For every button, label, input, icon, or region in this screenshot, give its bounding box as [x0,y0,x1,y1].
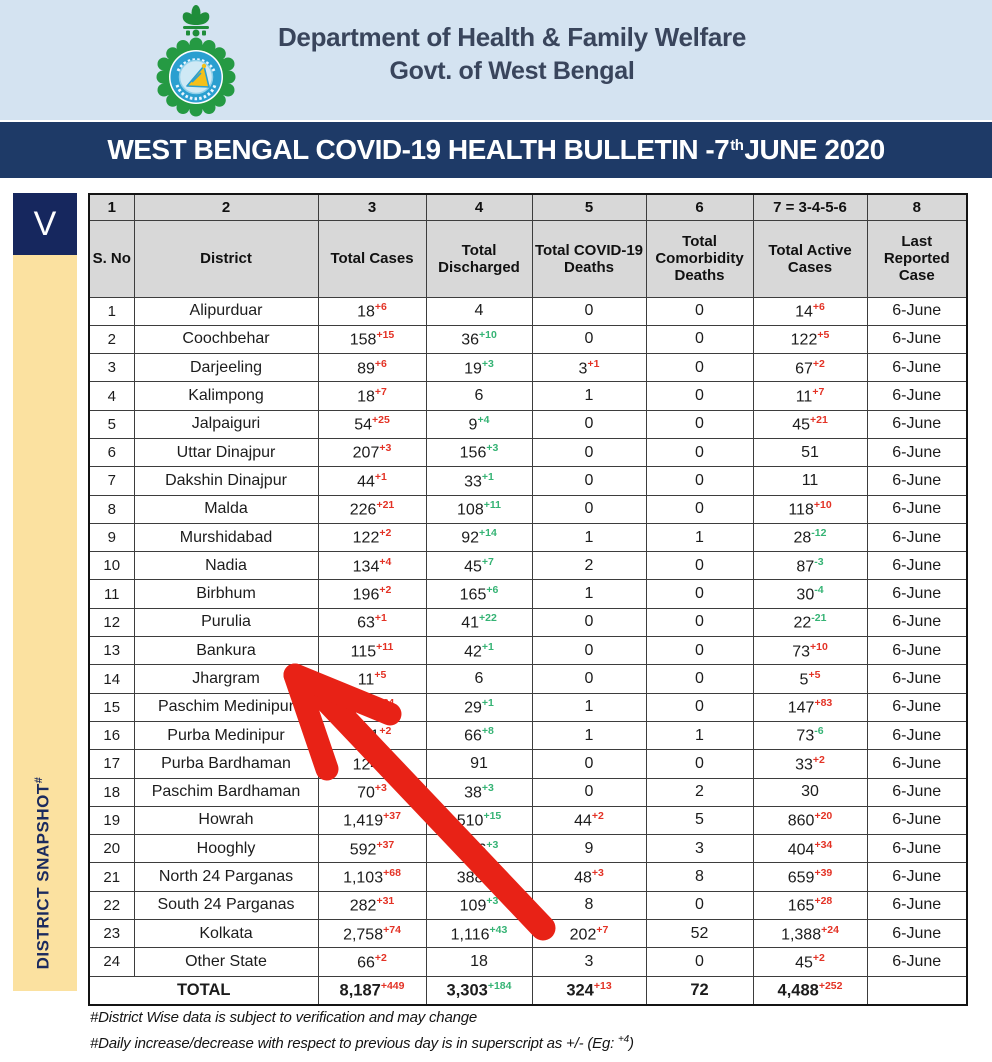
cell-active-cases: $45^{+2}$ [753,948,867,976]
cell-active-cases: $22^{-21}$ [753,608,867,636]
cell-comorbidity-deaths: 2 [646,778,753,806]
banner-date-ordinal: th [730,136,744,154]
cell-sno: 24 [89,948,134,976]
cell-covid-deaths: 0 [532,608,646,636]
table-row [89,325,967,353]
table-row [89,835,967,863]
cell-last-reported: 6-June [867,325,967,353]
cell-total-cases: $177^{+84}$ [318,693,426,721]
cell-last-reported: 6-June [867,721,967,749]
cell-district: Malda [134,495,318,523]
cell-district: Paschim Medinipur [134,693,318,721]
cell-district: Jhargram [134,665,318,693]
cell-district: North 24 Parganas [134,863,318,891]
cell-sno: 13 [89,637,134,665]
cell-sno: 16 [89,721,134,749]
cell-last-reported: 6-June [867,920,967,948]
cell-comorbidity-deaths: 0 [646,552,753,580]
cell-district: Paschim Bardhaman [134,778,318,806]
district-snapshot-label: DISTRICT SNAPSHOT# [33,776,53,970]
cell-sno: 5 [89,410,134,438]
cell-total-cases: $2,758^{+74}$ [318,920,426,948]
table-row [89,523,967,551]
cell-sno: 3 [89,354,134,382]
cell-total-label: TOTAL [89,976,318,1005]
cell-sno: 17 [89,750,134,778]
cell-sno: 14 [89,665,134,693]
cell-comorbidity-deaths: 0 [646,325,753,353]
cell-comorbidity-deaths: 0 [646,467,753,495]
cell-total-discharged: $29^{+1}$ [426,693,532,721]
column-header-cell: Last Reported Case [867,220,967,297]
cell-comorbidity-deaths: 0 [646,495,753,523]
cell-covid-deaths: 8 [532,891,646,919]
table-row [89,438,967,466]
cell-last-reported: 6-June [867,410,967,438]
top-header [0,0,992,120]
section-letter: V [33,204,57,243]
table-row [89,552,967,580]
cell-active-cases: $73^{-6}$ [753,721,867,749]
cell-active-cases: 51 [753,438,867,466]
dept-title: Department of Health & Family Welfare [277,22,747,52]
cell-active-cases: $122^{+5}$ [753,325,867,353]
cell-total-discharged: $66^{+8}$ [426,721,532,749]
cell-total-discharged: 91 [426,750,532,778]
cell-covid-deaths: 0 [532,778,646,806]
cell-comorbidity-deaths: 0 [646,948,753,976]
cell-total-discharged: $176^{+3}$ [426,835,532,863]
cell-comorbidity-deaths: 0 [646,410,753,438]
cell-last-reported: 6-June [867,665,967,693]
cell-district: Dakshin Dinajpur [134,467,318,495]
column-number-cell: 4 [426,194,532,220]
cell-total-discharged: $109^{+3}$ [426,891,532,919]
cell-district: Kalimpong [134,382,318,410]
cell-active-cases: $28^{-12}$ [753,523,867,551]
cell-last-reported: 6-June [867,382,967,410]
cell-comorbidity-deaths: 8 [646,863,753,891]
cell-comorbidity-deaths: 0 [646,580,753,608]
table-row [89,608,967,636]
cell-last-reported: 6-June [867,863,967,891]
cell-comorbidity-deaths: 0 [646,354,753,382]
cell-district: Bankura [134,637,318,665]
cell-active-cases: $14^{+6}$ [753,297,867,325]
cell-last-reported: 6-June [867,835,967,863]
cell-total-cases: $66^{+2}$ [318,948,426,976]
table-body [89,297,967,1005]
cell-total-cases: $1,103^{+68}$ [318,863,426,891]
column-number-cell: 6 [646,194,753,220]
banner-date-rest: JUNE 2020 [744,134,885,165]
cell-last-reported: 6-June [867,778,967,806]
cell-covid-deaths: 1 [532,580,646,608]
cell-total-cases: $207^{+3}$ [318,438,426,466]
column-number-cell: 2 [134,194,318,220]
cell-total-cases: $54^{+25}$ [318,410,426,438]
cell-active-cases: 11 [753,467,867,495]
cell-total-discharged: 6 [426,382,532,410]
cell-sno: 6 [89,438,134,466]
cell-total-cases: $70^{+3}$ [318,778,426,806]
cell-comorbidity-deaths: 0 [646,637,753,665]
column-number-cell: 8 [867,194,967,220]
cell-sno: 23 [89,920,134,948]
cell-last-reported: 6-June [867,495,967,523]
district-snapshot-table [88,193,968,1006]
cell-total-cases: $141^{+2}$ [318,721,426,749]
cell-total-cases: $124^{+2}$ [318,750,426,778]
cell-covid-deaths: $3^{+1}$ [532,354,646,382]
cell-total-discharged: $108^{+11}$ [426,495,532,523]
cell-total-cases: $1,419^{+37}$ [318,806,426,834]
cell-covid-deaths: 0 [532,297,646,325]
cell-active-cases: $659^{+39}$ [753,863,867,891]
table-row [89,410,967,438]
column-number-cell: 5 [532,194,646,220]
cell-last-reported: 6-June [867,750,967,778]
cell-covid-deaths: 0 [532,637,646,665]
cell-sno: 12 [89,608,134,636]
cell-active-cases: $67^{+2}$ [753,354,867,382]
column-header-cell: District [134,220,318,297]
table-row [89,382,967,410]
cell-last-reported: 6-June [867,637,967,665]
cell-district: Jalpaiguri [134,410,318,438]
cell-active-cases: $4,488^{+252}$ [753,976,867,1005]
cell-covid-deaths: 0 [532,438,646,466]
column-number-cell: 1 [89,194,134,220]
cell-district: Purba Bardhaman [134,750,318,778]
cell-active-cases: $73^{+10}$ [753,637,867,665]
column-header-cell: Total Discharged [426,220,532,297]
cell-total-discharged: $9^{+4}$ [426,410,532,438]
cell-covid-deaths: $324^{+13}$ [532,976,646,1005]
cell-covid-deaths: 0 [532,750,646,778]
cell-comorbidity-deaths: 0 [646,382,753,410]
cell-covid-deaths: $48^{+3}$ [532,863,646,891]
cell-total-cases: $196^{+2}$ [318,580,426,608]
cell-last-reported: 6-June [867,891,967,919]
bulletin-banner [0,122,992,178]
cell-comorbidity-deaths: 72 [646,976,753,1005]
district-snapshot-strip [13,255,77,991]
cell-comorbidity-deaths: 1 [646,523,753,551]
cell-total-cases: $134^{+4}$ [318,552,426,580]
column-header-cell: Total Cases [318,220,426,297]
cell-covid-deaths: 3 [532,948,646,976]
cell-total-discharged: $19^{+3}$ [426,354,532,382]
cell-active-cases: $1,388^{+24}$ [753,920,867,948]
cell-sno: 18 [89,778,134,806]
footnote-2: #Daily increase/decrease with respect to previous day is in superscript as +/- (Eg: $^{+4}$) [90,1034,634,1052]
cell-sno: 21 [89,863,134,891]
cell-covid-deaths: 1 [532,721,646,749]
cell-total-discharged: $41^{+22}$ [426,608,532,636]
cell-active-cases: $147^{+83}$ [753,693,867,721]
cell-covid-deaths: 9 [532,835,646,863]
cell-comorbidity-deaths: 0 [646,750,753,778]
cell-active-cases: $45^{+21}$ [753,410,867,438]
cell-active-cases: $11^{+7}$ [753,382,867,410]
table-row [89,665,967,693]
snapshot-hash-superscript: # [33,776,45,784]
cell-active-cases: 30 [753,778,867,806]
cell-last-reported: 6-June [867,608,967,636]
cell-covid-deaths: 0 [532,495,646,523]
cell-district: Birbhum [134,580,318,608]
cell-sno: 2 [89,325,134,353]
cell-total-cases: $11^{+5}$ [318,665,426,693]
cell-total-discharged: $36^{+10}$ [426,325,532,353]
cell-last-reported: 6-June [867,580,967,608]
cell-active-cases: $87^{-3}$ [753,552,867,580]
section-v-box [13,193,77,255]
cell-last-reported: 6-June [867,354,967,382]
table-row [89,948,967,976]
cell-last-reported: 6-June [867,948,967,976]
table-row [89,580,967,608]
cell-total-discharged: 18 [426,948,532,976]
cell-covid-deaths: 1 [532,693,646,721]
cell-active-cases: $5^{+5}$ [753,665,867,693]
column-number-cell: 7 = 3-4-5-6 [753,194,867,220]
cell-total-discharged: $156^{+3}$ [426,438,532,466]
cell-covid-deaths: $44^{+2}$ [532,806,646,834]
table-row [89,297,967,325]
cell-comorbidity-deaths: 5 [646,806,753,834]
cell-comorbidity-deaths: 0 [646,693,753,721]
cell-total-cases: $18^{+6}$ [318,297,426,325]
cell-covid-deaths: 2 [532,552,646,580]
cell-last-reported: 6-June [867,297,967,325]
cell-total-cases: $44^{+1}$ [318,467,426,495]
cell-comorbidity-deaths: 0 [646,891,753,919]
cell-sno: 4 [89,382,134,410]
cell-sno: 9 [89,523,134,551]
banner-date-day: 7 [714,134,730,165]
cell-covid-deaths: 1 [532,382,646,410]
cell-district: Other State [134,948,318,976]
cell-covid-deaths: $202^{+7}$ [532,920,646,948]
cell-district: South 24 Parganas [134,891,318,919]
cell-total-cases: $89^{+6}$ [318,354,426,382]
cell-total-cases: $158^{+15}$ [318,325,426,353]
cell-comorbidity-deaths: 0 [646,297,753,325]
table-row [89,637,967,665]
cell-total-discharged: $510^{+15}$ [426,806,532,834]
cell-active-cases: $33^{+2}$ [753,750,867,778]
cell-district: Nadia [134,552,318,580]
cell-last-reported: 6-June [867,467,967,495]
govt-subtitle: Govt. of West Bengal [389,57,635,85]
cell-total-cases: $8,187^{+449}$ [318,976,426,1005]
table-row [89,806,967,834]
cell-district: Howrah [134,806,318,834]
cell-last-reported: 6-June [867,552,967,580]
cell-total-cases: $592^{+37}$ [318,835,426,863]
cell-last-reported: 6-June [867,806,967,834]
table-row [89,721,967,749]
column-number-cell: 3 [318,194,426,220]
cell-total-cases: $122^{+2}$ [318,523,426,551]
cell-sno: 19 [89,806,134,834]
cell-total-cases: $115^{+11}$ [318,637,426,665]
column-header-cell: S. No [89,220,134,297]
column-header-cell: Total Comorbidity Deaths [646,220,753,297]
banner-title-text: WEST BENGAL COVID-19 HEALTH BULLETIN - [107,134,715,165]
cell-district: Alipurduar [134,297,318,325]
cell-covid-deaths: 0 [532,467,646,495]
cell-last-reported: 6-June [867,438,967,466]
table-row [89,354,967,382]
cell-active-cases: $30^{-4}$ [753,580,867,608]
cell-comorbidity-deaths: 52 [646,920,753,948]
cell-active-cases: $165^{+28}$ [753,891,867,919]
cell-sno: 11 [89,580,134,608]
cell-total-discharged: $388^{+26}$ [426,863,532,891]
table-row [89,467,967,495]
table-row [89,495,967,523]
cell-district: Purulia [134,608,318,636]
table-row [89,750,967,778]
cell-comorbidity-deaths: 0 [646,665,753,693]
cell-comorbidity-deaths: 0 [646,608,753,636]
cell-sno: 8 [89,495,134,523]
table-row [89,863,967,891]
cell-active-cases: $118^{+10}$ [753,495,867,523]
footnote-1: #District Wise data is subject to verification and may change [90,1009,478,1026]
footnote-sup-example: +4 [618,1034,630,1045]
cell-total-discharged: $45^{+7}$ [426,552,532,580]
cell-last-reported [867,976,967,1005]
cell-district: Coochbehar [134,325,318,353]
cell-total-cases: $18^{+7}$ [318,382,426,410]
cell-total-cases: $226^{+21}$ [318,495,426,523]
cell-total-discharged: $3,303^{+184}$ [426,976,532,1005]
cell-active-cases: $860^{+20}$ [753,806,867,834]
table-row [89,778,967,806]
cell-total-discharged: 4 [426,297,532,325]
cell-total-discharged: $38^{+3}$ [426,778,532,806]
table-row [89,693,967,721]
column-header-cell: Total Active Cases [753,220,867,297]
cell-sno: 15 [89,693,134,721]
cell-total-discharged: $1,116^{+43}$ [426,920,532,948]
column-header-row [89,220,967,297]
cell-sno: 10 [89,552,134,580]
cell-comorbidity-deaths: 3 [646,835,753,863]
ashoka-emblem-icon [183,5,210,37]
cell-sno: 1 [89,297,134,325]
cell-total-cases: $282^{+31}$ [318,891,426,919]
table-row [89,920,967,948]
total-row [89,976,967,1005]
cell-covid-deaths: 0 [532,325,646,353]
cell-district: Purba Medinipur [134,721,318,749]
medallion-icon [157,38,236,117]
column-number-row [89,194,967,220]
cell-total-discharged: $42^{+1}$ [426,637,532,665]
cell-total-discharged: $165^{+6}$ [426,580,532,608]
cell-district: Murshidabad [134,523,318,551]
cell-total-discharged: $33^{+1}$ [426,467,532,495]
cell-district: Uttar Dinajpur [134,438,318,466]
cell-total-cases: $63^{+1}$ [318,608,426,636]
cell-comorbidity-deaths: 1 [646,721,753,749]
cell-district: Kolkata [134,920,318,948]
cell-covid-deaths: 0 [532,665,646,693]
cell-district: Hooghly [134,835,318,863]
column-header-cell: Total COVID-19 Deaths [532,220,646,297]
district-table-wrap [88,193,968,1006]
cell-active-cases: $404^{+34}$ [753,835,867,863]
cell-last-reported: 6-June [867,523,967,551]
cell-covid-deaths: 1 [532,523,646,551]
cell-sno: 22 [89,891,134,919]
footnotes [90,1007,634,1055]
cell-total-discharged: $92^{+14}$ [426,523,532,551]
table-row [89,891,967,919]
cell-last-reported: 6-June [867,693,967,721]
cell-comorbidity-deaths: 0 [646,438,753,466]
cell-total-discharged: 6 [426,665,532,693]
department-titles [232,20,792,88]
cell-sno: 7 [89,467,134,495]
cell-sno: 20 [89,835,134,863]
cell-covid-deaths: 0 [532,410,646,438]
cell-district: Darjeeling [134,354,318,382]
